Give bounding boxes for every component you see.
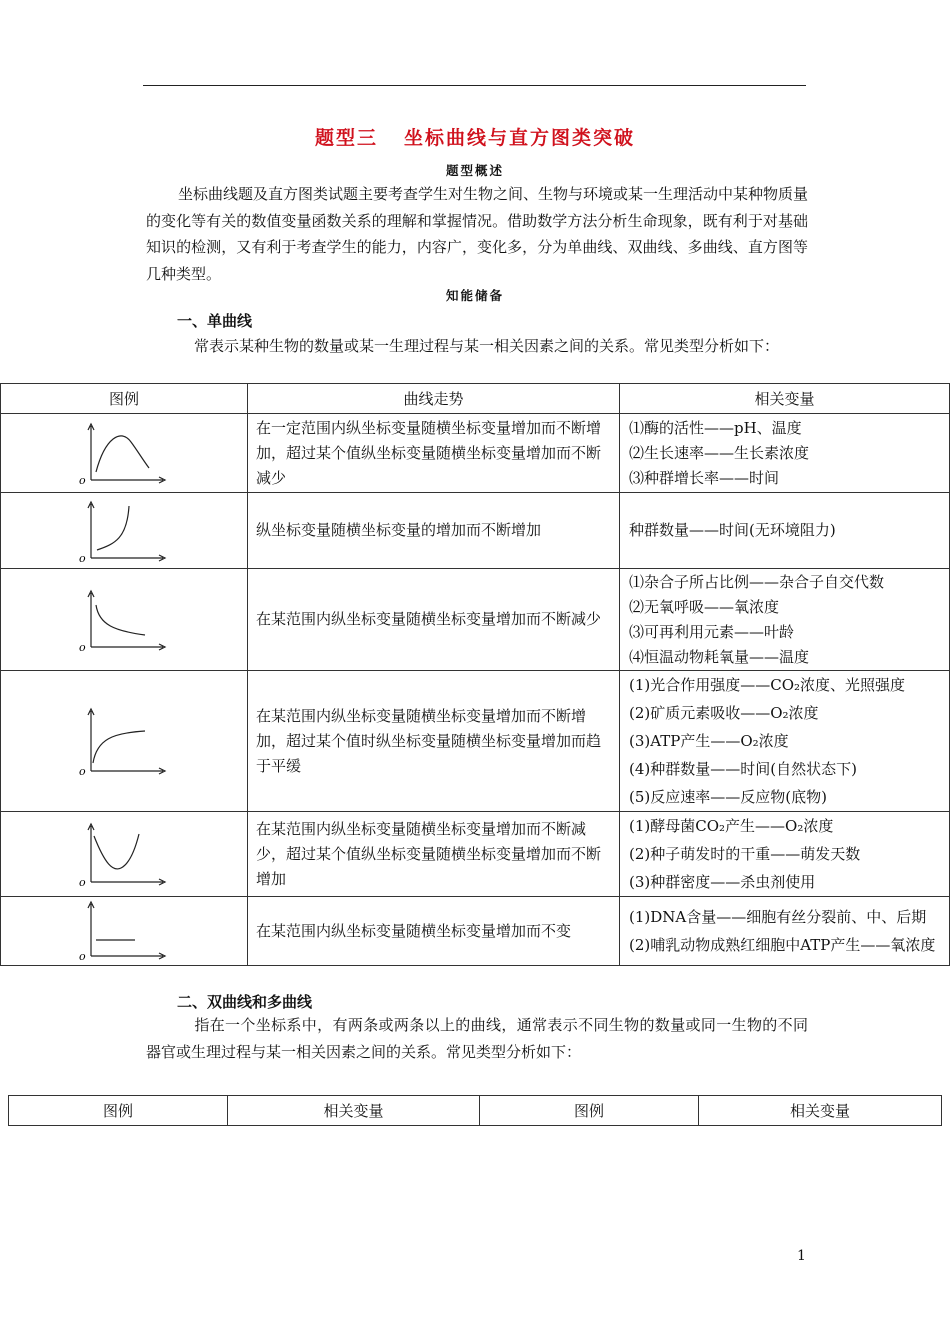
vars-cell: [620, 493, 950, 569]
var-item: (1)光合作用强度——CO₂浓度、光照强度: [629, 676, 906, 694]
var-item: ⑵生长速率——生长素浓度: [629, 443, 810, 462]
overview-heading: 题型概述: [445, 163, 504, 178]
trend-cell: 在一定范围内纵坐标变量随横坐标变量增加而不断增加，超过某个值纵坐标变量随横坐标变量增加而不断减少: [248, 414, 620, 493]
var-item: 种群数量——时间(无环境阻力): [629, 521, 836, 539]
single-curve-table: [0, 383, 950, 966]
saturation-curve-icon: [79, 705, 169, 777]
graph-cell: [1, 897, 248, 966]
title-part1: 题型三: [314, 127, 378, 149]
axis-origin-label: o: [79, 640, 86, 653]
table-row: [1, 812, 950, 897]
overview-paragraph: [146, 181, 808, 287]
trend-cell: 在某范围内纵坐标变量随横坐标变量增加而不变: [248, 897, 620, 966]
title-part2: 坐标曲线与直方图类突破: [404, 127, 636, 149]
var-item: (5)反应速率——反应物(底物): [629, 788, 827, 806]
page-number: 1: [797, 1248, 806, 1264]
page-title: [0, 123, 950, 150]
table-header-row: [1, 384, 950, 414]
section1-intro-text: 常表示某种生物的数量或某一生理过程与某一相关因素之间的关系。常见类型分析如下：: [194, 337, 780, 355]
table-header-row: [9, 1096, 942, 1126]
header-cell: 相关变量: [699, 1096, 942, 1126]
var-item: ⑷恒温动物耗氧量——温度: [629, 647, 810, 666]
table-row: [1, 897, 950, 966]
hump-curve-icon: [79, 420, 169, 486]
header-cell: 图例: [9, 1096, 228, 1126]
trend-cell: 纵坐标变量随横坐标变量的增加而不断增加: [248, 493, 620, 569]
table-row: [1, 414, 950, 493]
j-curve-icon: [79, 498, 169, 564]
graph-cell: [1, 569, 248, 671]
var-item: (4)种群数量——时间(自然状态下): [629, 760, 857, 778]
section2-title: 二、双曲线和多曲线: [177, 993, 313, 1011]
flat-line-icon: [79, 900, 169, 962]
section1-title: 一、单曲线: [177, 312, 253, 330]
graph-cell: [1, 671, 248, 812]
var-item: ⑴酶的活性——pH、温度: [629, 418, 802, 437]
var-item: (1)DNA含量——细胞有丝分裂前、中、后期: [629, 908, 927, 926]
vars-cell: [620, 569, 950, 671]
var-item: (1)酵母菌CO₂产生——O₂浓度: [629, 817, 834, 835]
graph-cell: [1, 812, 248, 897]
vars-cell: [620, 414, 950, 493]
section2-intro: [146, 1012, 808, 1065]
var-item: (2)哺乳动物成熟红细胞中ATP产生——氧浓度: [629, 936, 936, 954]
knowledge-heading: 知能储备: [445, 288, 504, 303]
multi-curve-table: [8, 1095, 942, 1126]
header-rule: [143, 85, 806, 86]
axis-origin-label: o: [79, 474, 86, 486]
vars-cell: [620, 897, 950, 966]
header-cell: 曲线走势: [248, 384, 620, 414]
header-cell: 图例: [480, 1096, 699, 1126]
decay-curve-icon: [79, 587, 169, 653]
header-cell: 图例: [1, 384, 248, 414]
header-cell: 相关变量: [620, 384, 950, 414]
var-item: ⑵无氧呼吸——氧浓度: [629, 597, 780, 616]
header-cell: 相关变量: [228, 1096, 480, 1126]
var-item: (2)矿质元素吸收——O₂浓度: [629, 704, 819, 722]
axis-origin-label: o: [79, 765, 86, 777]
axis-origin-label: o: [79, 950, 86, 962]
vars-cell: [620, 812, 950, 897]
var-item: (3)ATP产生——O₂浓度: [629, 732, 789, 750]
section1-intro: [146, 333, 808, 360]
table-row: [1, 569, 950, 671]
axis-origin-label: o: [79, 551, 86, 564]
trend-cell: 在某范围内纵坐标变量随横坐标变量增加而不断增加，超过某个值时纵坐标变量随横坐标变量增加而趋于平缓: [248, 671, 620, 812]
var-item: (3)种群密度——杀虫剂使用: [629, 873, 816, 891]
u-curve-icon: [79, 820, 169, 888]
table-row: [1, 493, 950, 569]
var-item: ⑴杂合子所占比例——杂合子自交代数: [629, 572, 885, 591]
trend-cell: 在某范围内纵坐标变量随横坐标变量增加而不断减少: [248, 569, 620, 671]
graph-cell: [1, 493, 248, 569]
section2-intro-text: 指在一个坐标系中，有两条或两条以上的曲线，通常表示不同生物的数量或同一生物的不同器官或生理过程与某一相关因素之间的关系。常见类型分析如下：: [146, 1016, 808, 1061]
var-item: ⑶种群增长率——时间: [629, 468, 780, 487]
trend-cell: 在某范围内纵坐标变量随横坐标变量增加而不断减少，超过某个值纵坐标变量随横坐标变量增加而不断增加: [248, 812, 620, 897]
table-row: [1, 671, 950, 812]
overview-text: 坐标曲线题及直方图类试题主要考查学生对生物之间、生物与环境或某一生理活动中某种物质量的变化等有关的数值变量函数关系的理解和掌握情况。借助数学方法分析生命现象，既有利于对基础知识的检测，又有利于考查学生的能力，内容广，变化多，分为单曲线、双曲线、多曲线、直方图等几种类型。: [146, 185, 809, 283]
graph-cell: [1, 414, 248, 493]
axis-origin-label: o: [79, 876, 86, 888]
var-item: ⑶可再利用元素——叶龄: [629, 622, 795, 641]
vars-cell: [620, 671, 950, 812]
var-item: (2)种子萌发时的干重——萌发天数: [629, 845, 861, 863]
